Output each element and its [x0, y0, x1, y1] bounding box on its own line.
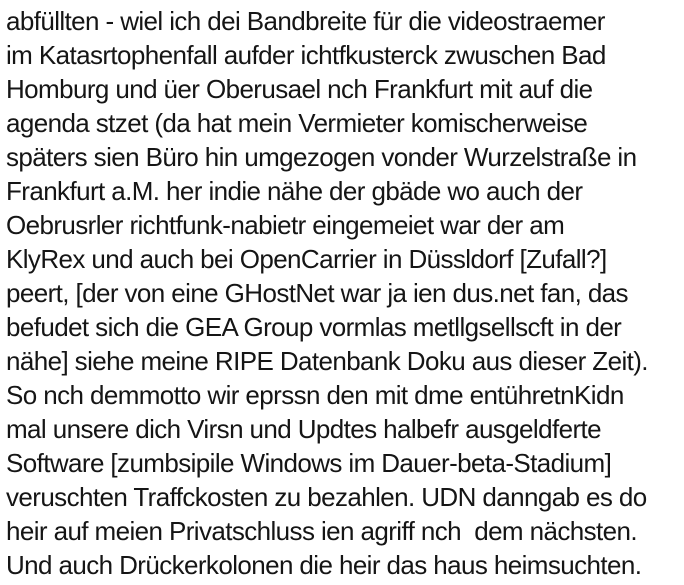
text-line: abfüllten - wiel ich dei Bandbreite für die videostraemer — [6, 6, 605, 36]
text-line: heir auf meien Privatschluss ien agriff nch dem nächsten. — [6, 516, 637, 546]
text-line: im Katasrtophenfall aufder ichtfkusterck zwuschen Bad — [6, 40, 606, 70]
text-line: Software [zumbsipile Windows im Dauer-beta-Stadium] — [6, 448, 612, 478]
text-line: So nch demmotto wir eprssn den mit dme entühretnKidn — [6, 380, 624, 410]
text-line: Oebrusrler richtfunk-nabietr eingemeiet war der am — [6, 210, 565, 240]
text-line: späters sien Büro hin umgezogen vonder Wurzelstraße in — [6, 142, 637, 172]
text-line: veruschten Traffckosten zu bezahlen. UDN danngab es do — [6, 482, 647, 512]
text-line: Und auch Drückerkolonen die heir das haus heimsuchten. — [6, 550, 642, 580]
text-line: nähe] siehe meine RIPE Datenbank Doku aus dieser Zeit). — [6, 346, 648, 376]
document-text — [6, 4, 684, 582]
text-line: mal unsere dich Virsn und Updtes halbefr ausgeldferte — [6, 414, 601, 444]
text-line: befudet sich die GEA Group vormlas metllgsellscft in der — [6, 312, 622, 342]
text-line: Homburg und üer Oberusael nch Frankfurt mit auf die — [6, 74, 593, 104]
text-line: KlyRex und auch bei OpenCarrier in Düssldorf [Zufall?] — [6, 244, 607, 274]
text-line: peert, [der von eine GHostNet war ja ien dus.net fan, das — [6, 278, 628, 308]
text-line: Frankfurt a.M. her indie nähe der gbäde wo auch der — [6, 176, 583, 206]
text-line: agenda stzet (da hat mein Vermieter komischerweise — [6, 108, 588, 138]
